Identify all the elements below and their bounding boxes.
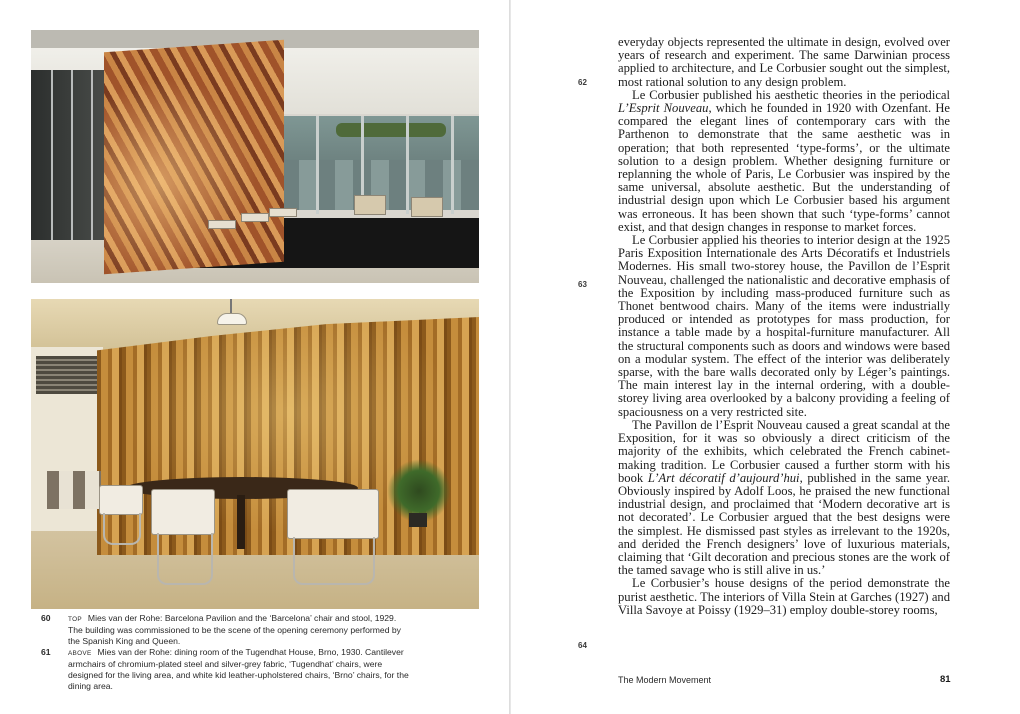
decor	[451, 116, 454, 214]
brno-chair	[151, 489, 215, 535]
barcelona-stool	[269, 208, 297, 217]
decor	[336, 123, 446, 137]
caption-60	[41, 613, 411, 647]
paragraph: Le Corbusier published his aesthetic theories in the periodical L’Esprit Nouveau, which he founded in 1920 with Ozenfant. He compared the elegant lines of contemporary cars with the Parthenon to demonstrate that the same aesthetic was in operation; that both represented ‘type-forms’, or the ultimate solution to a design problem. Whether designing furniture or replanning the whole of Paris, Le Corbusier was inspired by the same universal, absolute aesthetic. But the understanding of industrial design upon which Le Corbusier based his argument was erroneous. It has been shown that such ‘type-forms’ cannot exist, and that design changes in response to market forces.	[618, 87, 951, 234]
decor	[31, 70, 109, 242]
decor	[293, 537, 375, 585]
barcelona-stool	[208, 220, 236, 229]
paragraph: Le Corbusier’s house designs of the period demonstrate the purist aesthetic. The interiors of Villa Stein at Garches (1927) and Villa Savoye at Poissy (1929–31) employ double-storey rooms,	[618, 576, 950, 617]
running-footer-title: The Modern Movement	[618, 675, 712, 685]
italic-title: L’Esprit Nouveau	[618, 101, 709, 116]
caption-position: TOP	[68, 616, 82, 623]
caption-text: Mies van der Rohe: dining room of the Tugendhat House, Brno, 1930. Cantilever armchairs of chromium-plated steel and silver-grey fabric, ‘Tugendhat’ chairs, were designed for the living area, and white kid leather-upholstered chairs, ‘Brno’ chairs, for the dining area.	[68, 647, 409, 691]
decor	[157, 533, 213, 585]
decor	[91, 70, 93, 242]
barcelona-chair	[354, 195, 386, 215]
figure-captions	[41, 613, 411, 692]
left-page	[0, 0, 509, 714]
paragraph: Le Corbusier applied his theories to interior design at the 1925 Paris Exposition Internationale des Arts Décoratifs et Industriels Modernes. His small two-storey house, the Pavillon de l’Esprit Nouveau, challenged the nationalistic and decorative emphasis of the Exposition by including mass-produced furniture such as Thonet bentwood chairs. Many of the items were industrially produced or intended as prototypes for mass production, for instance a table made by a hospital-furniture manufacturer. All the structural components such as doors and windows were based on a modular system. The effect of the interior was deliberately sparse, with the bare walls decorated only by Léger’s paintings. The main interest lay in the internal ordering, with a double-storey living area overlooked by a balcony providing a feeling of spaciousness on a very restricted site.	[618, 233, 950, 419]
page-number: 81	[940, 674, 951, 685]
barcelona-chair	[411, 197, 443, 217]
body-text	[618, 36, 950, 617]
caption-text: Mies van der Rohe: Barcelona Pavilion and the ‘Barcelona’ chair and stool, 1929. The building was commissioned to be the scene of the opening ceremony performed by the Spanish King and Queen.	[68, 613, 401, 646]
caption-61	[41, 647, 411, 692]
decor	[71, 70, 73, 242]
italic-title: L’Art décoratif d’aujourd’hui	[647, 470, 800, 485]
paragraph: everyday objects represented the ultimate in design, evolved over years of research and experiment. The same Darwinian process applied to architecture, and Le Corbusier sought out the simplest, most rational solution to any design problem.	[618, 35, 950, 89]
decor	[36, 356, 98, 394]
margin-ref-64: 64	[578, 641, 587, 650]
decor	[230, 299, 232, 313]
margin-ref-62: 62	[578, 78, 587, 87]
figure-60-barcelona-pavilion	[31, 30, 479, 283]
decor	[51, 70, 53, 242]
barcelona-stool	[241, 213, 269, 222]
decor	[409, 513, 427, 527]
brno-chair	[99, 485, 143, 515]
caption-number: 61	[41, 647, 51, 657]
caption-position: ABOVE	[68, 650, 92, 657]
decor	[406, 116, 409, 214]
decor	[237, 495, 245, 549]
decor	[103, 513, 141, 545]
brno-chair	[287, 489, 379, 539]
pendant-lamp	[217, 313, 247, 325]
figure-61-tugendhat-house	[31, 299, 479, 609]
decor	[316, 116, 319, 214]
onyx-wall	[104, 40, 284, 275]
paragraph: The Pavillon de l’Esprit Nouveau caused a great scandal at the Exposition, for it was so obviously a direct criticism of the majority of the exhibits, which celebrated the French cabinet-making tradition. Le Corbusier caused a further storm with his book L’Art décoratif d’aujourd’hui, published in the same year. Obviously inspired by Adolf Loos, he praised the new functional industrial design, and proclaimed that ‘Modern decorative art is not decorated’. Le Corbusier argued that the best designs were the simplest. He dismissed past styles as irrelevant to the 1920s, and derided the French designers’ love of luxurious materials, claiming that ‘Gilt decoration and precious stones are the work of the tamed savage who is still alive in us.’	[618, 417, 950, 578]
decor	[47, 471, 101, 509]
caption-number: 60	[41, 613, 51, 623]
margin-ref-63: 63	[578, 280, 587, 289]
